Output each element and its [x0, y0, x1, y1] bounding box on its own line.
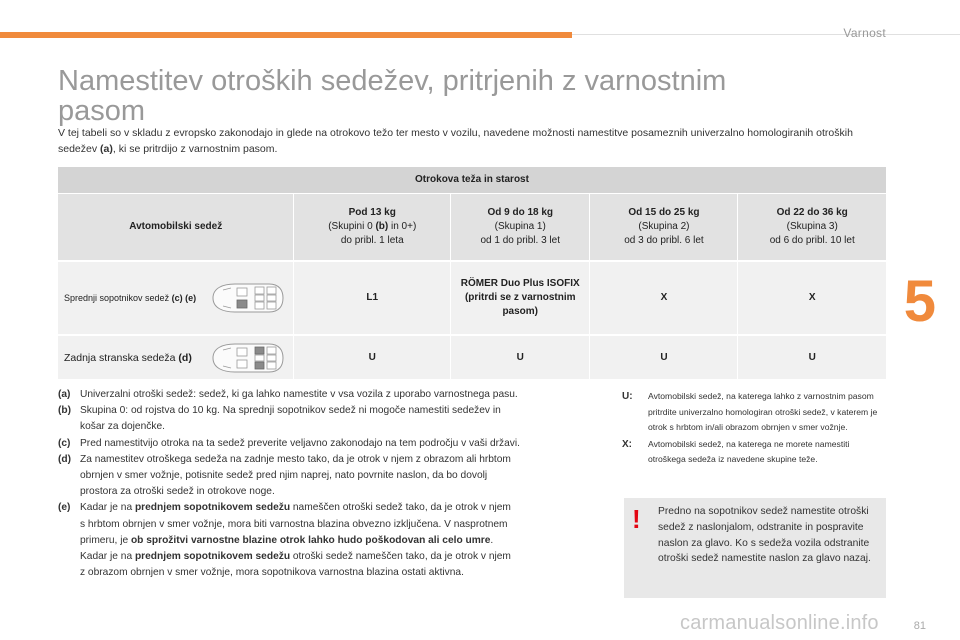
table-cell: X — [738, 261, 886, 335]
exclamation-icon: ! — [632, 504, 641, 534]
column-group: (Skupina 3) — [786, 220, 838, 232]
footnote-fragment: Kadar je na — [80, 502, 135, 514]
column-weight: Od 9 do 18 kg — [487, 206, 554, 218]
weight-age-header: Otrokova teža in starost — [58, 167, 886, 193]
footnote-emphasis: ob sprožitvi varnostne blazine otrok lahko hudo poškodovan ali celo umre — [130, 534, 491, 546]
footnote-text — [80, 500, 610, 581]
table-cell: X — [590, 261, 738, 335]
page-title — [58, 66, 758, 126]
intro-text: V tej tabeli so v skladu z evropsko zakonodajo in glede na otrokovo težo ter mesto v vozilu, navedene možnosti namestitve posameznih univerzalno homologiranih otroških sedežev — [58, 127, 853, 155]
footnote-line: košar za dojenčke. — [80, 421, 165, 433]
legend — [622, 389, 886, 469]
legend-symbol: X — [622, 438, 629, 450]
table-cell: U — [294, 335, 451, 379]
seat-ref: (d) — [178, 351, 192, 364]
child-seat-table — [58, 167, 886, 379]
watermark: carmanualsonline.info — [680, 612, 879, 634]
footnote-key: (a) — [58, 389, 71, 400]
column-header-1 — [451, 193, 590, 261]
footnote-line: obrnjen v smer vožnje, potisnite sedež pred njim naprej, nato povrnite naslon, da bo dovolj — [80, 470, 488, 482]
footnote-line: prostora za otroški sedež in otrokove noge. — [80, 486, 275, 498]
footnotes — [58, 387, 610, 581]
seat-column-header — [58, 193, 294, 261]
table-cell: U — [738, 335, 886, 379]
footnote-line: Za namestitev otroškega sedeža na zadnje mesto tako, da je otrok v njem z obrazom ali hrbtom — [80, 453, 511, 465]
footnote-key: (e) — [58, 502, 71, 514]
column-age: od 6 do pribl. 10 let — [769, 234, 855, 246]
footnote-text — [80, 403, 610, 435]
column-weight: Od 15 do 25 kg — [628, 206, 700, 218]
table-row — [58, 261, 886, 335]
column-header-2 — [590, 193, 738, 261]
footnote-key: (c) — [58, 437, 71, 449]
legend-separator: : — [628, 438, 633, 450]
footnote-fragment: nameščen otroški sedež tako, da je otrok v njem — [290, 502, 511, 514]
title-line-1: Namestitev otroških sedežev, pritrjenih z varnostnim — [58, 65, 727, 97]
footnote-fragment: primeru, je — [80, 534, 131, 546]
legend-item — [622, 389, 886, 436]
footnote — [58, 500, 610, 581]
column-age: do pribl. 1 leta — [340, 234, 404, 246]
table-cell: U — [451, 335, 590, 379]
footnote-line: Pred namestitvijo otroka na ta sedež preverite veljavno zakonodajo na tem področju v vaši državi. — [80, 437, 520, 449]
page-number: 81 — [913, 620, 926, 632]
seat-header-label: Avtomobilski sedež — [129, 220, 223, 232]
legend-separator: : — [629, 391, 633, 402]
column-group: (Skupina 1) — [494, 220, 546, 232]
seat-label — [64, 291, 196, 305]
seat-cell — [58, 335, 294, 379]
legend-item — [622, 437, 886, 468]
footnote — [58, 436, 610, 452]
legend-text: Avtomobilski sedež, na katerega lahko z varnostnim pasom pritrdite univerzalno homologiran otroški sedež, v katerem je otrok s hrbtom in/ali obrazom obrnjen v smer vožnje. — [648, 391, 878, 432]
footnote-line: s hrbtom obrnjen v smer vožnje, mora biti varnostna blazina obvezno izključena. V nasprotnem — [80, 518, 508, 530]
column-age: od 3 do pribl. 6 let — [624, 234, 704, 246]
intro-ref: (a) — [100, 143, 113, 155]
legend-text: Avtomobilski sedež, na katerega ne morete namestiti otroškega sedeža iz navedene skupine teže. — [648, 438, 850, 464]
warning-text: Predno na sopotnikov sedež namestite otroški sedež z naslonjalom, odstranite in pospravite naslon za glavo. Ko s sedeža vozila odstranite otroški sedež namestite naslon za glavo nazaj. — [658, 506, 871, 565]
warning-box — [624, 498, 886, 598]
footnote-text — [80, 436, 610, 452]
footnote-key: (b) — [58, 405, 72, 417]
footnote-text — [80, 452, 610, 501]
table-group-header — [58, 167, 886, 193]
column-group-ref: (b) — [375, 220, 389, 232]
seat-ref: (c) (e) — [171, 293, 197, 303]
footnote-fragment: Kadar je na — [80, 551, 135, 563]
footnote-line — [80, 549, 610, 565]
table-cell: RÖMER Duo Plus ISOFIX (pritrdi se z varnostnim pasom) — [451, 261, 590, 335]
footnote-line — [80, 533, 610, 549]
footnote-text — [80, 387, 610, 403]
legend-symbol: U — [622, 391, 630, 402]
header-accent-bar — [0, 32, 572, 38]
footnote-fragment: . — [490, 534, 494, 546]
table-cell: L1 — [294, 261, 451, 335]
legend-key — [622, 389, 648, 436]
seat-cell — [58, 261, 294, 335]
intro-text-end: , ki se pritrdijo z varnostnim pasom. — [112, 143, 278, 155]
footnote-line: Skupina 0: od rojstva do 10 kg. Na sprednji sopotnikov sedež ni mogoče namestiti sedežev in — [80, 405, 501, 417]
column-group: (Skupini 0 — [328, 220, 376, 232]
column-age: od 1 do pribl. 3 let — [480, 234, 560, 246]
header-rule — [572, 34, 960, 35]
title-line-2: pasom — [58, 95, 146, 127]
intro-paragraph — [58, 125, 888, 157]
column-weight: Od 22 do 36 kg — [776, 206, 848, 218]
footnote — [58, 403, 610, 435]
column-weight: Pod 13 kg — [348, 206, 396, 218]
footnote-emphasis: prednjem sopotnikovem sedežu — [134, 502, 291, 514]
column-group-end: in 0+) — [388, 220, 417, 232]
seat-name: Sprednji sopotnikov sedež — [64, 293, 172, 303]
column-header-3 — [738, 193, 886, 261]
footnote-key: (d) — [58, 453, 72, 465]
footnote-line: z obrazom obrnjen v smer vožnje, mora sopotnikova varnostna blazina ostati aktivna. — [80, 567, 464, 579]
chapter-number: 5 — [903, 269, 936, 334]
seat-name: Zadnja stranska sedeža — [64, 351, 179, 364]
footnote — [58, 452, 610, 501]
car-seat-diagram-icon — [209, 280, 287, 316]
car-seat-diagram-icon — [209, 340, 287, 376]
footnote — [58, 387, 610, 403]
footnote-fragment: otroški sedež nameščen tako, da je otrok v njem — [290, 551, 511, 563]
footnote-line: Univerzalni otroški sedež: sedež, ki ga lahko namestite v vsa vozila z uporabo varnostnega pasu. — [80, 389, 518, 400]
table-row — [58, 335, 886, 379]
legend-key — [622, 437, 648, 468]
footnote-line — [80, 500, 610, 516]
table-header-row — [58, 193, 886, 261]
seat-label — [64, 351, 192, 365]
footnote-emphasis: prednjem sopotnikovem sedežu — [134, 551, 291, 563]
column-header-0 — [294, 193, 451, 261]
column-group: (Skupina 2) — [638, 220, 690, 232]
table-cell: U — [590, 335, 738, 379]
section-label: Varnost — [843, 26, 886, 40]
